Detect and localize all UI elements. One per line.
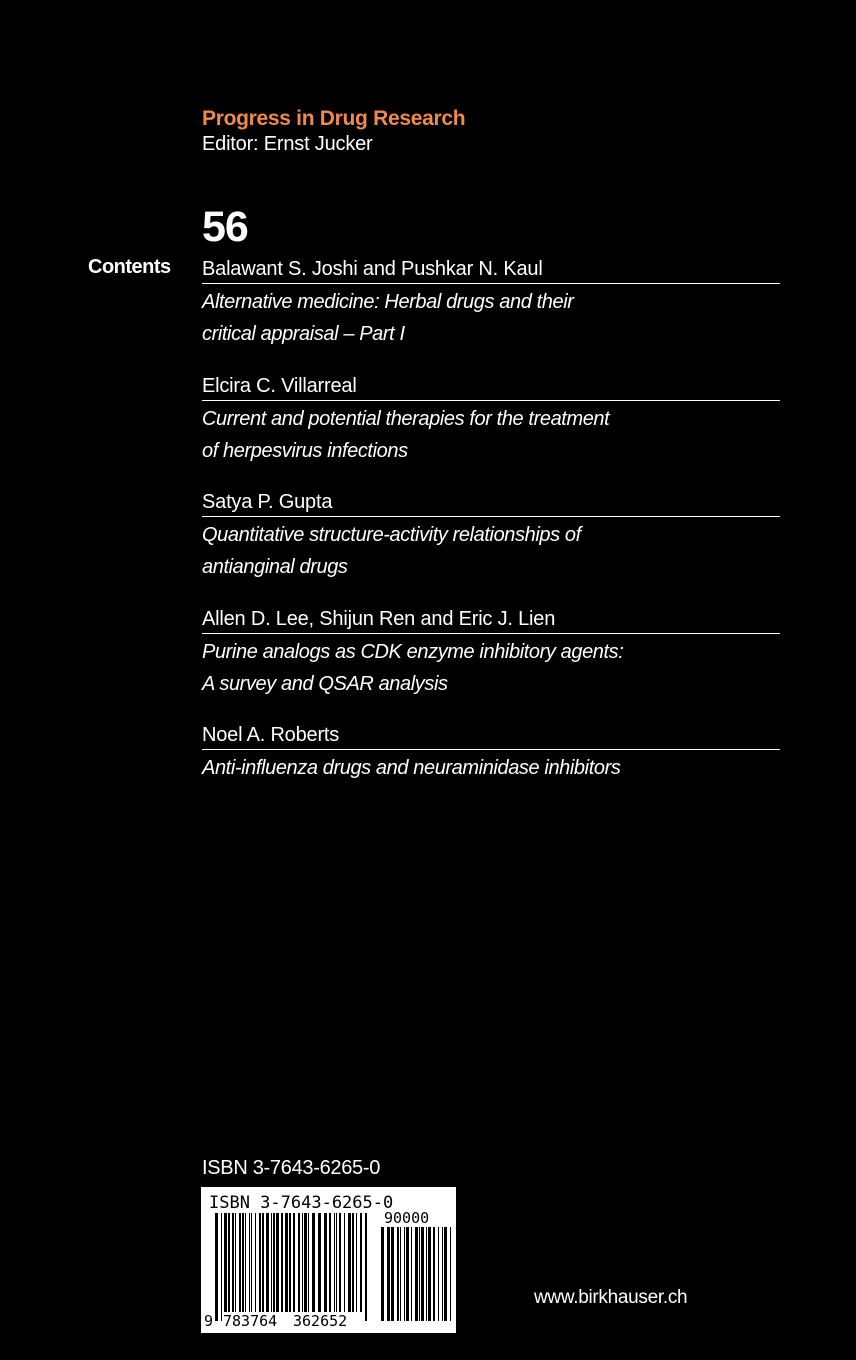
contents-entry (202, 373, 780, 490)
barcode-bar (356, 1213, 357, 1312)
barcode-bar (242, 1213, 244, 1312)
barcode (201, 1187, 456, 1333)
barcode-bar (339, 1213, 341, 1312)
barcode-bar (433, 1227, 435, 1321)
barcode-bar (318, 1213, 321, 1312)
contents-entry (202, 606, 780, 723)
barcode-bar (302, 1213, 303, 1312)
barcode-bar (285, 1213, 288, 1312)
barcode-bar (239, 1213, 241, 1312)
barcode-graphic (201, 1187, 456, 1333)
barcode-bar (444, 1227, 447, 1321)
barcode-bar (262, 1213, 264, 1312)
entry-title-line: critical appraisal – Part I (202, 323, 405, 345)
entry-title-line: of herpesvirus infections (202, 439, 408, 462)
barcode-bar (281, 1213, 283, 1312)
barcode-ean-left-group: 783764 (223, 1312, 278, 1330)
publisher-website: www.birkhauser.ch (534, 1287, 688, 1308)
barcode-bar (289, 1213, 291, 1312)
entry-authors: Elcira C. Villarreal (202, 373, 780, 401)
barcode-bar (336, 1213, 337, 1312)
barcode-bar (450, 1227, 451, 1321)
entry-title-line: Alternative medicine: Herbal drugs and their (202, 291, 574, 313)
entry-title-line: A survey and QSAR analysis (202, 672, 448, 695)
barcode-bar (249, 1213, 250, 1312)
entry-title-line: Current and potential therapies for the treatment (202, 407, 610, 430)
barcode-bar (324, 1213, 327, 1312)
barcode-bar (360, 1213, 362, 1312)
barcode-bar (406, 1227, 409, 1321)
entry-title-line: Anti-influenza drugs and neuraminidase inhibitors (202, 757, 621, 779)
barcode-bar (276, 1213, 279, 1312)
barcode-bar (344, 1213, 345, 1312)
series-editor: Editor: Ernst Jucker (202, 133, 373, 155)
barcode-bar (228, 1213, 230, 1312)
barcode-bar (273, 1213, 275, 1312)
barcode-bar (426, 1227, 427, 1321)
barcode-bar (245, 1213, 246, 1312)
isbn-text: ISBN 3-7643-6265-0 (202, 1157, 381, 1179)
addon-bars (381, 1227, 451, 1321)
barcode-bar (334, 1213, 335, 1312)
barcode-bar (255, 1213, 256, 1312)
volume-number: 56 (202, 203, 248, 251)
barcode-bar (438, 1227, 439, 1321)
barcode-ean-right-group: 362652 (293, 1312, 348, 1330)
barcode-bar (259, 1213, 261, 1312)
barcode-bar (387, 1227, 390, 1321)
barcode-bar (266, 1213, 269, 1312)
barcode-bar (391, 1227, 394, 1321)
entry-title (202, 286, 780, 350)
contents-list (202, 256, 780, 839)
entry-title-line: Quantitative structure-activity relationships of (202, 524, 581, 546)
barcode-bar (224, 1213, 227, 1312)
barcode-bar (365, 1213, 367, 1321)
barcode-ean-first-digit: 9 (204, 1312, 214, 1330)
contents-entry (202, 489, 780, 606)
entry-title (202, 403, 780, 467)
barcode-isbn-line: ISBN 3-7643-6265-0 (209, 1193, 394, 1213)
barcode-bar (428, 1227, 431, 1321)
barcode-bar (411, 1227, 412, 1321)
barcode-bar (308, 1213, 309, 1312)
series-title: Progress in Drug Research (202, 107, 466, 130)
contents-entry (202, 256, 780, 373)
entry-authors: Allen D. Lee, Shijun Ren and Eric J. Lien (202, 606, 780, 634)
barcode-bar (381, 1227, 384, 1321)
barcode-bar (251, 1213, 252, 1312)
barcode-bar (329, 1213, 331, 1312)
entry-title-line: antianginal drugs (202, 556, 348, 578)
barcode-bar (312, 1213, 315, 1312)
entry-authors: Noel A. Roberts (202, 722, 780, 750)
contents-label: Contents (88, 256, 171, 278)
entry-title (202, 519, 780, 583)
barcode-bar (271, 1213, 272, 1312)
entry-title (202, 636, 780, 700)
barcode-bar (221, 1213, 222, 1321)
contents-entry (202, 722, 780, 839)
barcode-bar (232, 1213, 234, 1312)
barcode-bar (348, 1213, 351, 1312)
barcode-bar (293, 1213, 295, 1312)
barcode-bar (298, 1213, 300, 1312)
barcode-bar (415, 1227, 418, 1321)
barcode-bar (404, 1227, 405, 1321)
barcode-bar (215, 1213, 218, 1321)
barcode-bar (235, 1213, 236, 1312)
barcode-bar (421, 1227, 424, 1321)
barcode-bar (397, 1227, 399, 1321)
entry-title-line: Purine analogs as CDK enzyme inhibitory agents: (202, 640, 624, 663)
ean-bars (215, 1213, 367, 1321)
barcode-bar (442, 1227, 443, 1321)
barcode-bar (419, 1227, 420, 1321)
entry-authors: Balawant S. Joshi and Pushkar N. Kaul (202, 256, 780, 284)
barcode-bar (352, 1213, 354, 1312)
barcode-price-code: 90000 (384, 1209, 430, 1227)
entry-title (202, 752, 780, 784)
barcode-bar (400, 1227, 401, 1321)
barcode-bar (304, 1213, 307, 1312)
entry-authors: Satya P. Gupta (202, 489, 780, 517)
